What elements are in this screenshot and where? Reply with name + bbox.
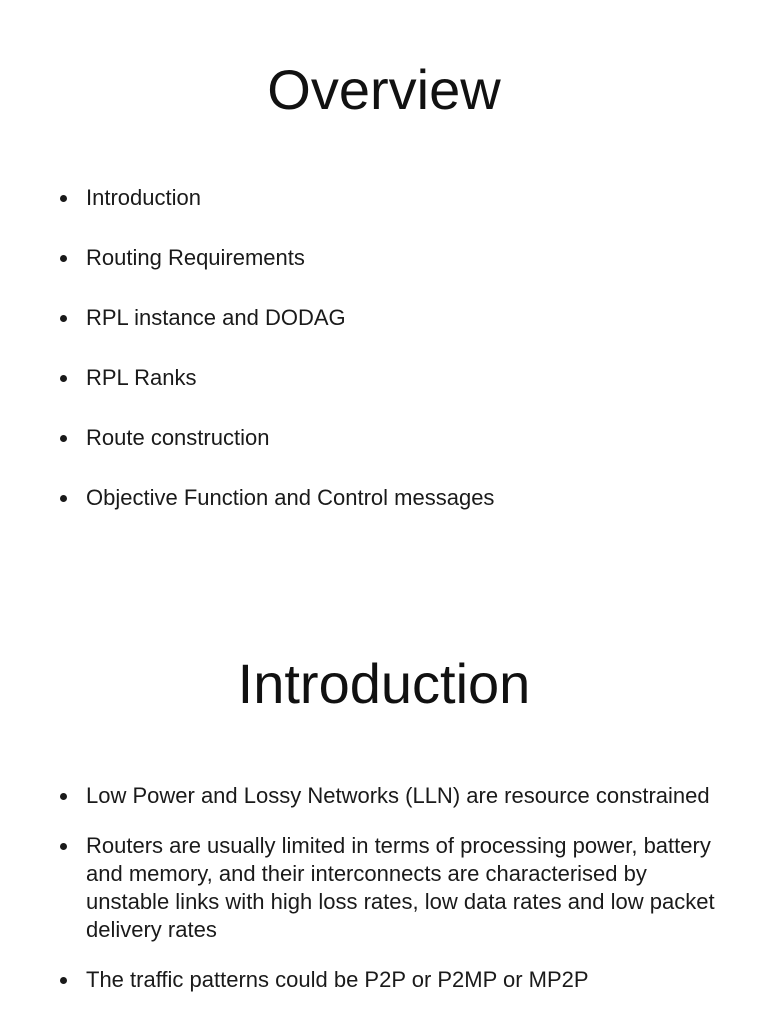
list-item-text: Routing Requirements <box>86 245 305 270</box>
list-item <box>60 832 720 944</box>
list-item <box>60 484 720 516</box>
bullet-icon <box>60 843 67 850</box>
list-item-text: Objective Function and Control messages <box>86 485 495 510</box>
bullet-icon <box>60 315 67 322</box>
bullet-icon <box>60 195 67 202</box>
list-item-text: Introduction <box>86 185 201 210</box>
list-item <box>60 304 720 336</box>
list-item <box>60 966 720 994</box>
list-item-text: Route construction <box>86 425 270 450</box>
list-item-text: Low Power and Lossy Networks (LLN) are resource constrained <box>86 783 710 808</box>
list-item <box>60 782 720 810</box>
list-item-text: Routers are usually limited in terms of processing power, battery and memory, and their interconnects are characterised by unstable links with high loss rates, low data rates and low packet delivery rates <box>86 833 715 942</box>
list-item <box>60 364 720 396</box>
list-item <box>60 424 720 456</box>
slide-title: Introduction <box>237 652 531 715</box>
list-item-text: RPL Ranks <box>86 365 197 390</box>
list-item-text: RPL instance and DODAG <box>86 305 346 330</box>
bullet-list <box>60 782 720 1016</box>
bullet-icon <box>60 495 67 502</box>
slide-introduction <box>0 600 768 1024</box>
bullet-icon <box>60 793 67 800</box>
bullet-list <box>60 184 720 544</box>
list-item <box>60 244 720 276</box>
list-item-text: The traffic patterns could be P2P or P2MP or MP2P <box>86 967 589 992</box>
slide-title: Overview <box>267 58 501 121</box>
bullet-icon <box>60 977 67 984</box>
bullet-icon <box>60 255 67 262</box>
bullet-icon <box>60 435 67 442</box>
list-item <box>60 184 720 216</box>
bullet-icon <box>60 375 67 382</box>
